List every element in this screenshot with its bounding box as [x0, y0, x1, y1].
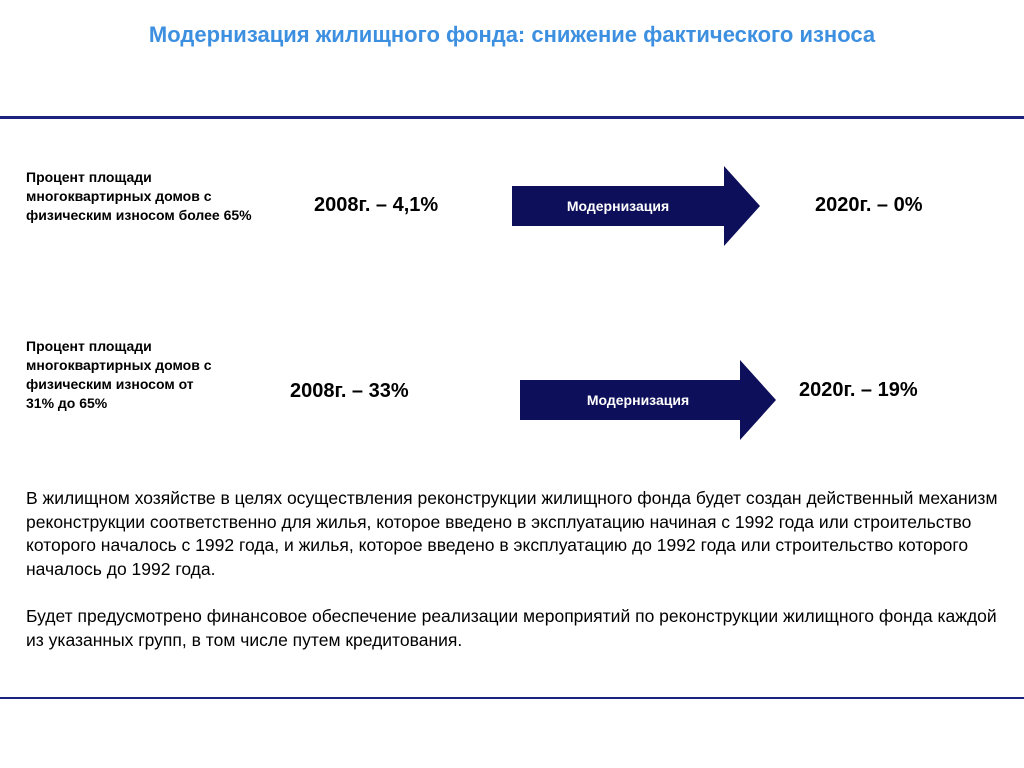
row-1-modernization-arrow	[512, 166, 760, 246]
row-1-label: Процент площади многоквартирных домов с физическим износом более 65%	[26, 169, 252, 223]
paragraph-financing: Будет предусмотрено финансовое обеспечение реализации мероприятий по реконструкции жилищного фонда каждой из указанных групп, в том числе путем кредитования.	[26, 606, 997, 650]
top-divider	[0, 116, 1024, 119]
row-1-arrow-label: Модернизация	[566, 198, 670, 214]
row-1-to-value: 2020г. – 0%	[815, 194, 923, 216]
row-1-from-value: 2008г. – 4,1%	[314, 194, 439, 216]
row-2-from-value: 2008г. – 33%	[290, 380, 409, 402]
page-title: Модернизация жилищного фонда: снижение фактического износа	[148, 22, 876, 47]
row-2-modernization-arrow	[520, 360, 776, 440]
row-2-to-value: 2020г. – 19%	[799, 379, 918, 401]
row-2-arrow-label: Модернизация	[586, 392, 690, 408]
bottom-divider	[0, 697, 1024, 699]
row-2-label: Процент площади многоквартирных домов с физическим износом от 31% до 65%	[26, 338, 212, 411]
paragraph-reconstruction-mechanism: В жилищном хозяйстве в целях осуществления реконструкции жилищного фонда будет создан действенный механизм реконструкции соответственно для жилья, которое введено в эксплуатацию начиная с 1992 года или строительство которого началось с 1992 года, и жилья, которое введено в эксплуатацию до 1992 года или строительство которого началось до 1992 года.	[26, 488, 998, 579]
